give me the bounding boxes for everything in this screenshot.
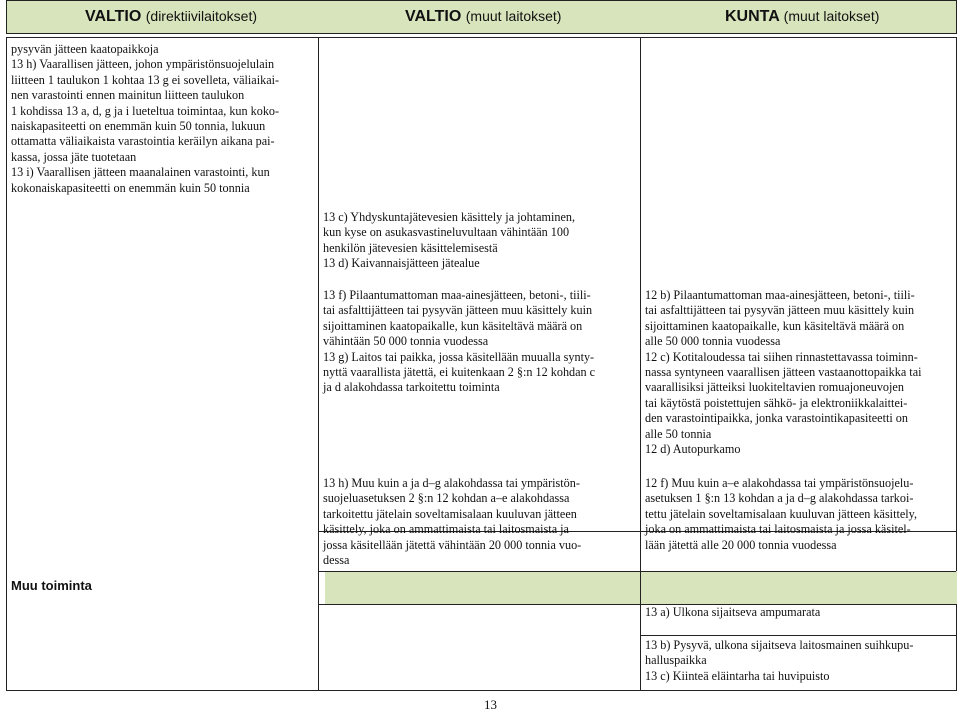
text-line: 12 c) Kotitaloudessa tai siihen rinnastettavassa toiminn- xyxy=(645,349,918,364)
header-municipality-sub: (muut laitokset) xyxy=(783,8,880,24)
col2-text-d xyxy=(323,256,575,271)
text-line: dessa xyxy=(323,553,350,568)
text-line: nyttä vaarallista jätettä, ei kuitenkaan 2 §:n 12 kohdan c xyxy=(323,365,596,380)
col2-text-h xyxy=(323,476,581,568)
header-state-directive-main: VALTIO xyxy=(85,8,142,25)
col2-text-c xyxy=(323,210,575,256)
text-line: liitteen 1 taulukon 1 kohtaa 13 g ei sovelleta, väliaikai- xyxy=(11,72,280,87)
text-line: pysyvän jätteen kaatopaikkoja xyxy=(11,42,159,56)
text-line: tai käytöstä poistettujen sähkö- ja elektroniikkalaittei- xyxy=(645,395,908,410)
col3-cell-13bc xyxy=(645,638,913,684)
col1-text-a xyxy=(11,42,279,165)
text-line: tettu jätelain soveltamisalaan kuuluvan jätteen käsittely, xyxy=(645,506,917,521)
row-label-other-activity: Muu toiminta xyxy=(11,578,92,593)
text-line: 13 h) Muu kuin a ja d–g alakohdassa tai ympäristön- xyxy=(323,476,580,490)
col3-text-13c xyxy=(645,669,913,684)
text-line: henkilön jätevesien käsittelemisestä xyxy=(323,240,498,255)
page-number: 13 xyxy=(484,697,497,712)
text-line: kassa, jossa jäte tuotetaan xyxy=(11,149,137,164)
text-line: lään jätettä alle 20 000 tonnia vuodessa xyxy=(645,537,837,552)
col3-cell-13a xyxy=(645,605,820,620)
text-line: sijoittaminen kaatopaikalle, kun käsiteltävä määrä on xyxy=(323,318,583,333)
row-divider xyxy=(318,571,956,572)
text-line: halluspaikka xyxy=(645,653,707,668)
col3-text-d xyxy=(645,442,922,457)
text-line: 13 h) Vaarallisen jätteen, johon ympäristönsuojelulain xyxy=(11,57,275,72)
permit-table xyxy=(6,37,957,691)
text-line: ottamatta väliaikaista varastointia keräilyn aikana pai- xyxy=(11,134,275,149)
text-line: 13 c) Kiinteä eläintarha tai huvipuisto xyxy=(645,668,830,683)
text-line: 13 a) Ulkona sijaitseva ampumarata xyxy=(645,605,821,619)
text-line: 12 d) Autopurkamo xyxy=(645,442,741,457)
text-line: jossa käsitellään jätettä vähintään 20 000 tonnia vuo- xyxy=(323,537,582,552)
text-line: 13 f) Pilaantumattoman maa-ainesjätteen, betoni-, tiili- xyxy=(323,288,591,302)
col3-cell-lower xyxy=(645,476,917,553)
header-state-other-main: VALTIO xyxy=(405,8,462,25)
header-state-directive-sub: (direktiivilaitokset) xyxy=(145,8,257,24)
col2-text-f xyxy=(323,288,595,350)
header-state-other-sub: (muut laitokset) xyxy=(465,8,562,24)
text-line: tarkoitettu jätelain soveltamisalaan kuuluvan jätteen xyxy=(323,506,577,521)
text-line: alle 50 000 tonnia vuodessa xyxy=(645,334,781,349)
row-divider xyxy=(640,635,956,636)
col2-text-g xyxy=(323,350,595,396)
header-municipality xyxy=(725,8,879,26)
text-line: kun kyse on asukasvastineluvultaan vähintään 100 xyxy=(323,225,570,240)
header-state-directive xyxy=(85,8,257,26)
col1-cell xyxy=(11,42,279,196)
col3-text-13a xyxy=(645,605,820,620)
text-line: 13 c) Yhdyskuntajätevesien käsittely ja johtaminen, xyxy=(323,210,576,224)
text-line: 13 g) Laitos tai paikka, jossa käsitellään muualla synty- xyxy=(323,349,595,364)
text-line: kokonaiskapasiteetti on enemmän kuin 50 tonnia xyxy=(11,180,250,195)
text-line: 1 kohdissa 13 a, d, g ja i lueteltua toimintaa, kun koko- xyxy=(11,103,280,118)
text-line: asetuksen 1 §:n 13 kohdan a ja d–g alakohdassa tarkoi- xyxy=(645,491,914,506)
text-line: suojeluasetuksen 2 §:n 12 kohdan a–e alakohdassa xyxy=(323,491,570,506)
text-line: 12 b) Pilaantumattoman maa-ainesjätteen, betoni-, tiili- xyxy=(645,288,915,302)
col1-text-b xyxy=(11,165,279,196)
text-line: 13 d) Kaivannaisjätteen jätealue xyxy=(323,256,480,271)
header-municipality-main: KUNTA xyxy=(725,8,780,25)
col3-cell-middle xyxy=(645,288,922,457)
text-line: tai asfalttijätteen tai pysyvän jätteen muu käsittely kuin xyxy=(323,303,593,318)
row-divider xyxy=(318,604,956,605)
text-line: 13 i) Vaarallisen jätteen maanalainen varastointi, kun xyxy=(11,165,270,180)
text-line: 13 b) Pysyvä, ulkona sijaitseva laitosmainen suihkupu- xyxy=(645,638,914,652)
text-line: tai asfalttijätteen tai pysyvän jätteen muu käsittely kuin xyxy=(645,303,915,318)
text-line: vähintään 50 000 tonnia vuodessa xyxy=(323,334,489,349)
col2-cell-lower xyxy=(323,476,581,568)
column-divider xyxy=(640,38,641,690)
col2-cell-middle xyxy=(323,288,595,396)
col3-text-c xyxy=(645,350,922,442)
col3-text-f xyxy=(645,476,917,553)
shaded-band xyxy=(325,571,957,604)
text-line: naiskapasiteetti on enemmän kuin 50 tonnia, lukuun xyxy=(11,119,266,134)
column-divider xyxy=(318,38,319,690)
text-line: vaarallisiksi jätteiksi luokiteltavien romuajoneuvojen xyxy=(645,380,904,395)
text-line: nen varastointi ennen mainitun liitteen taulukon xyxy=(11,88,245,103)
text-line: käsittely, joka on ammattimaista tai laitosmaista ja xyxy=(323,522,569,537)
text-line: ja d alakohdassa tarkoitettu toiminta xyxy=(323,380,500,395)
col3-text-b xyxy=(645,288,922,350)
text-line: alle 50 tonnia xyxy=(645,426,712,441)
header-state-other xyxy=(405,8,561,26)
text-line: sijoittaminen kaatopaikalle, kun käsiteltävä määrä on xyxy=(645,318,905,333)
column-header-row xyxy=(6,0,957,34)
text-line: den varastointipaikka, jonka varastointikapasiteetti on xyxy=(645,411,908,426)
col2-cell-upper xyxy=(323,210,575,272)
col3-text-13b xyxy=(645,638,913,669)
text-line: nassa syntyneen vaarallisen jätteen vastaanottopaikka tai xyxy=(645,365,922,380)
text-line: joka on ammattimaista tai laitosmaista ja jossa käsitel- xyxy=(645,522,911,537)
text-line: 12 f) Muu kuin a–e alakohdassa tai ympäristönsuojelu- xyxy=(645,476,914,490)
